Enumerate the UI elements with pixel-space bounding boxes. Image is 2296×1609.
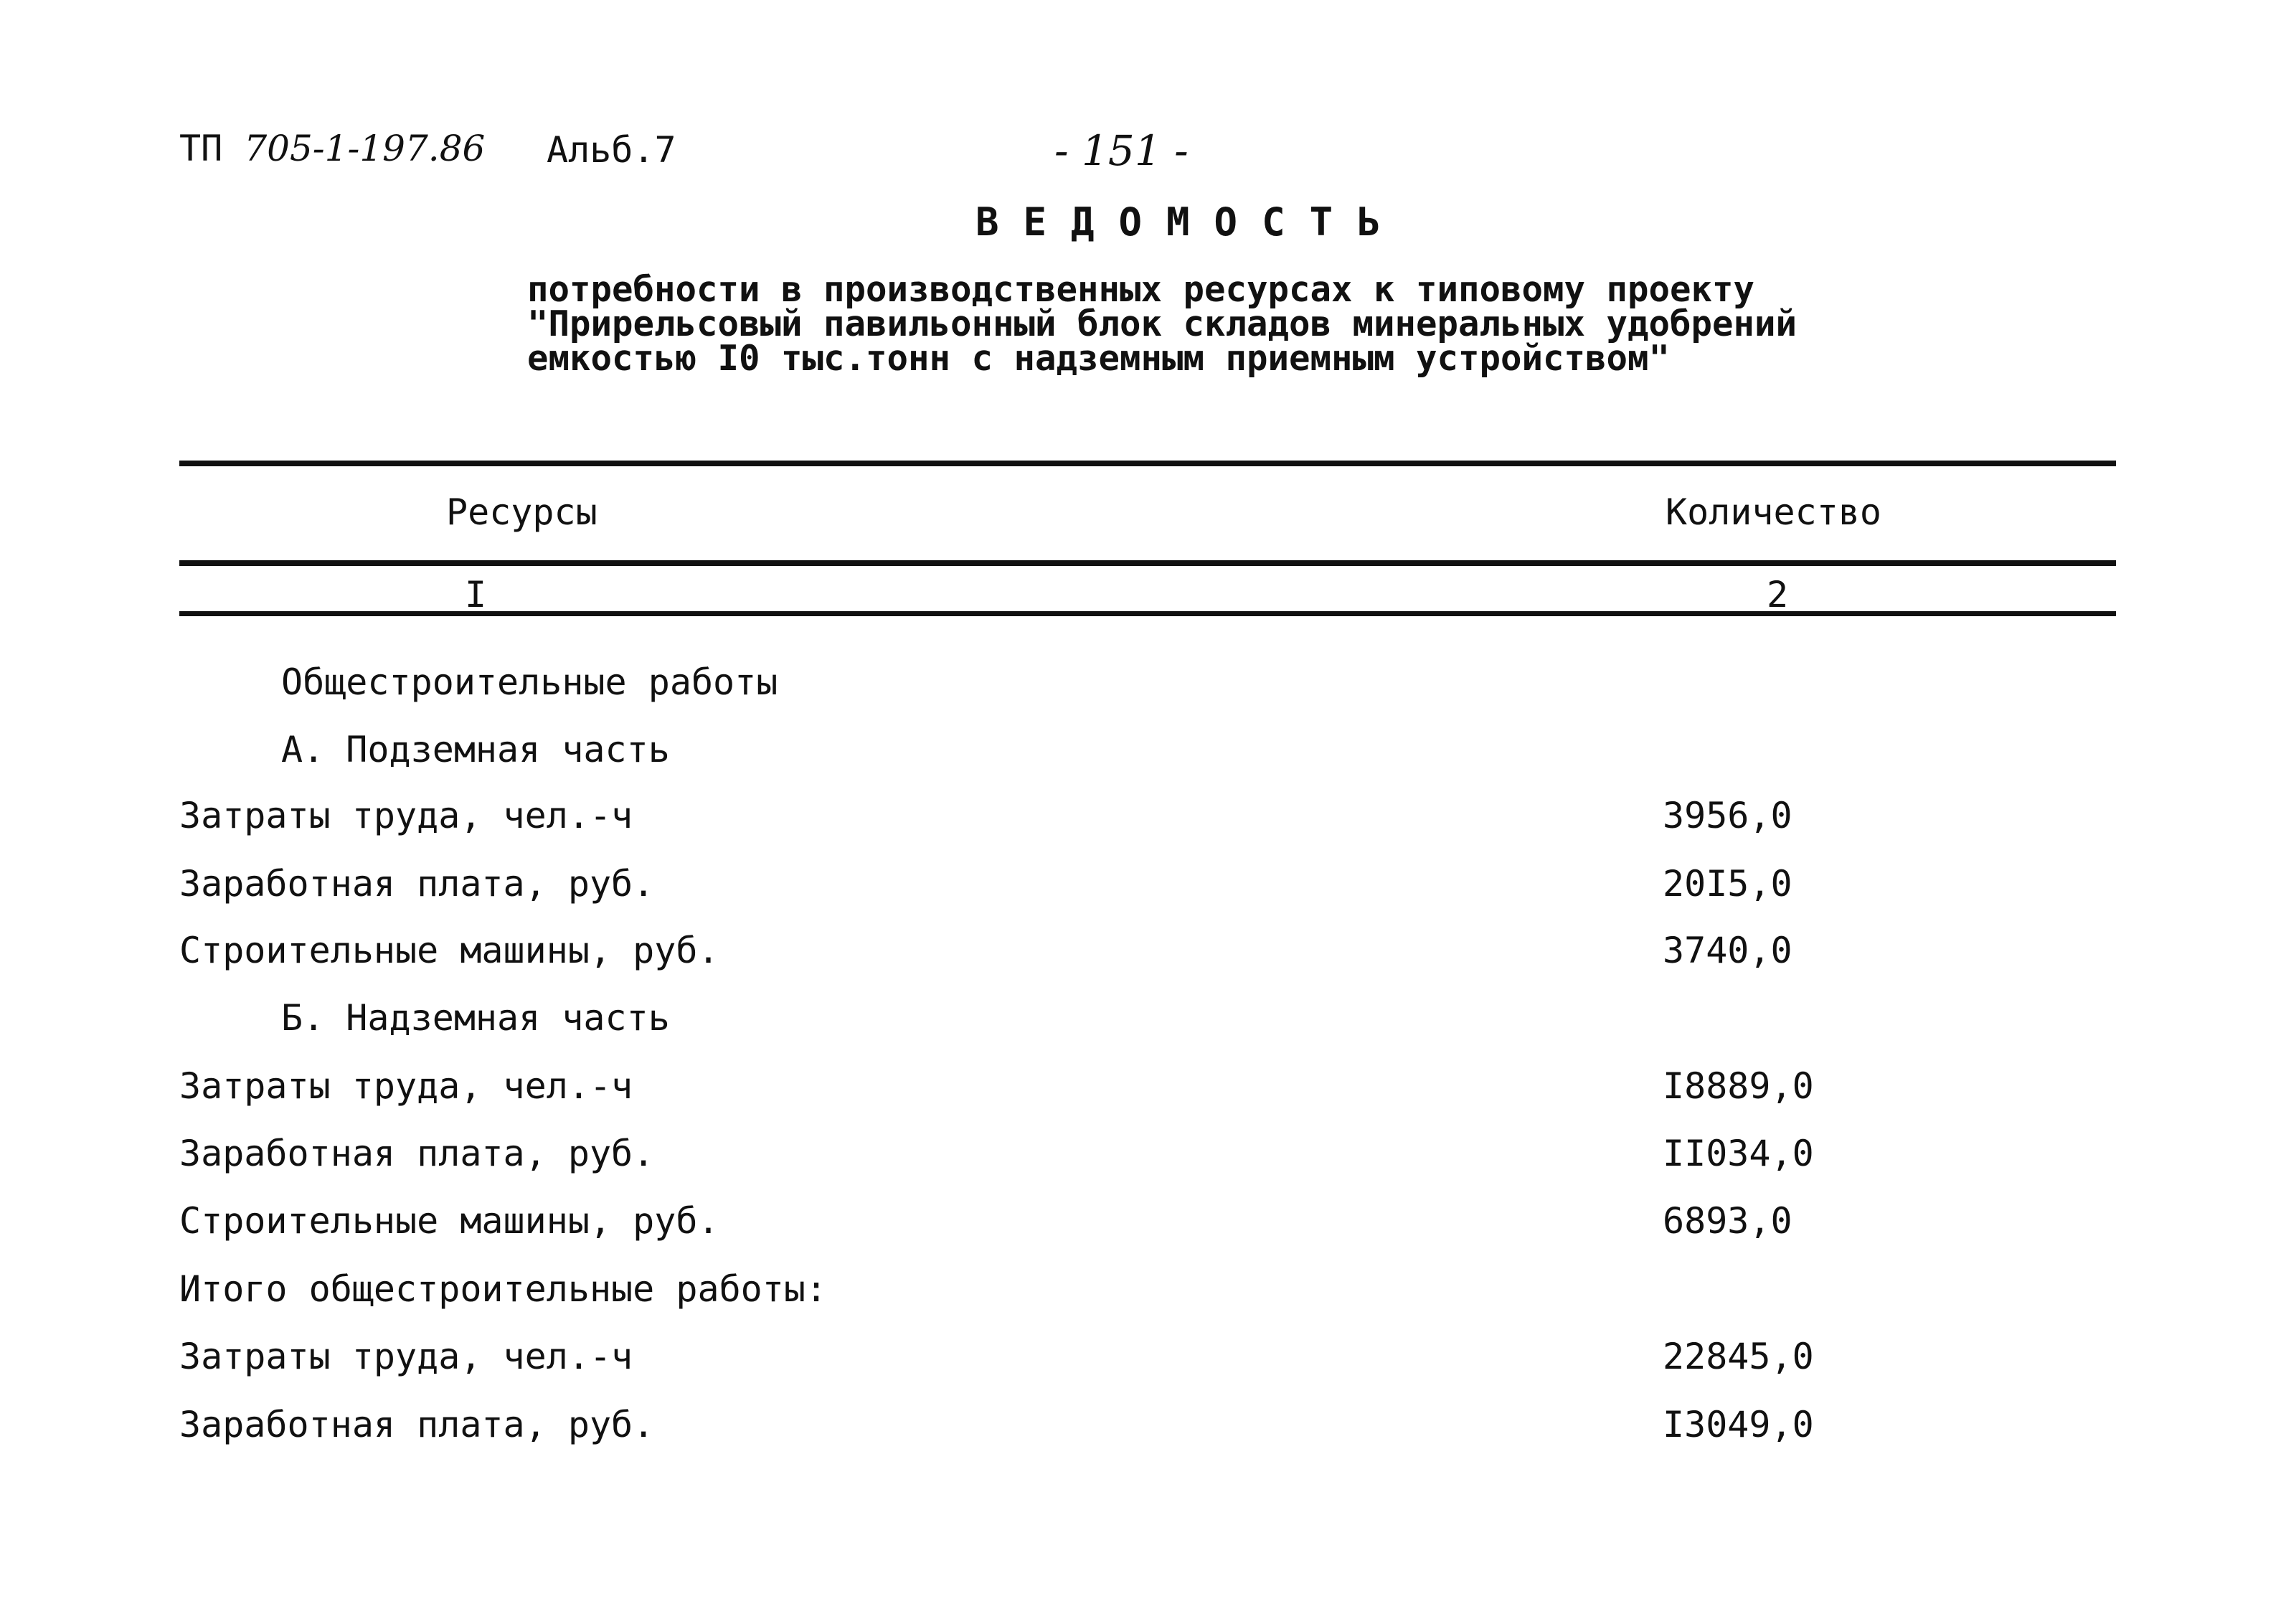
row-label: Общестроительные работы [281, 661, 778, 703]
row-value: 20I5,0 [1663, 863, 1792, 905]
row-value: 3956,0 [1663, 795, 1792, 836]
row-label: Затраты труда, чел.-ч [179, 1336, 633, 1377]
row-value: 22845,0 [1663, 1336, 1814, 1377]
document-code [179, 128, 485, 169]
row-label: Строительные машины, руб. [179, 930, 719, 971]
table-row [0, 1065, 2296, 1123]
document-prefix: ТП [179, 128, 223, 169]
table-row [0, 863, 2296, 920]
table-row [0, 1336, 2296, 1393]
column-header-resources: Ресурсы [446, 491, 597, 533]
section-heading [0, 661, 2296, 719]
row-label: Затраты труда, чел.-ч [179, 795, 633, 836]
table-row [0, 1404, 2296, 1461]
subsection-heading [0, 997, 2296, 1054]
row-value: 3740,0 [1663, 930, 1792, 971]
page-number: - 151 - [1054, 126, 1189, 175]
row-label: Заработная плата, руб. [179, 863, 655, 905]
table-row [0, 795, 2296, 852]
subtitle [527, 269, 1797, 379]
page-title: ВЕДОМОСТЬ [975, 199, 1405, 245]
row-label: Итого общестроительные работы: [179, 1268, 828, 1310]
subtitle-line-3: емкостью I0 тыс.тонн с надземным приемным устройством" [527, 338, 1671, 379]
row-label: Строительные машины, руб. [179, 1200, 719, 1242]
subsection-heading [0, 729, 2296, 786]
row-label: А. Подземная часть [281, 729, 670, 770]
row-label: Заработная плата, руб. [179, 1133, 655, 1174]
row-label: Заработная плата, руб. [179, 1404, 655, 1445]
table-row [0, 1133, 2296, 1190]
column-number-1: I [465, 574, 487, 615]
column-number-2: 2 [1767, 574, 1789, 615]
total-heading [0, 1268, 2296, 1326]
table-top-rule [179, 461, 2116, 466]
subtitle-line-2: "Прирельсовый павильонный блок складов минеральных удобрений [527, 303, 1797, 344]
column-header-quantity: Количество [1666, 491, 1882, 533]
table-header-rule [179, 560, 2116, 566]
table-row [0, 930, 2296, 987]
row-value: 6893,0 [1663, 1200, 1792, 1242]
subtitle-line-1: потребности в производственных ресурсах к типовому проекту [527, 269, 1755, 310]
row-value: II034,0 [1663, 1133, 1814, 1174]
row-value: I8889,0 [1663, 1065, 1814, 1107]
document-number: 705-1-197.86 [244, 128, 486, 169]
table-row [0, 1200, 2296, 1258]
row-value: I3049,0 [1663, 1404, 1814, 1445]
row-label: Б. Надземная часть [281, 997, 670, 1039]
album-label: Альб.7 [547, 129, 676, 171]
row-label: Затраты труда, чел.-ч [179, 1065, 633, 1107]
